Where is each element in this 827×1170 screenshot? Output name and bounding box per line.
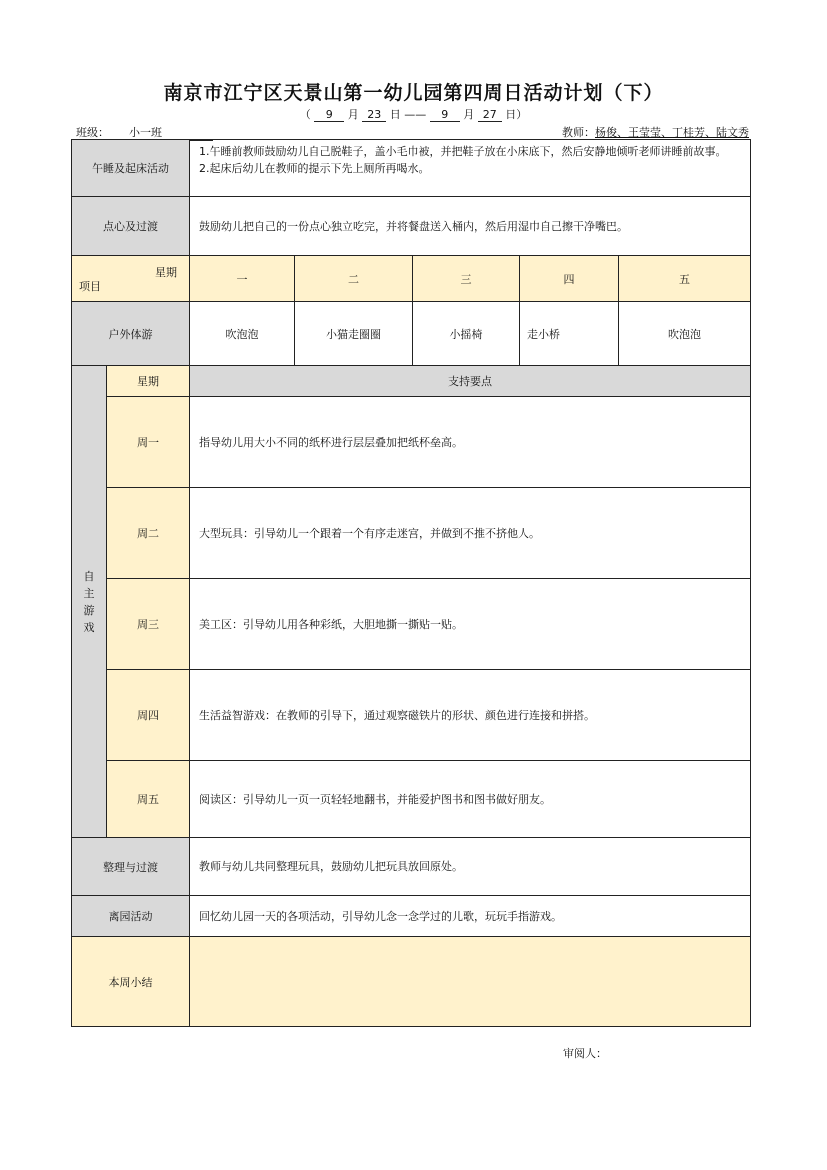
teachers-value: 杨俊、王莹莹、丁桂芳、陆文秀 xyxy=(595,126,749,139)
weekday-tue: 二 xyxy=(295,256,413,302)
free-play-day-4: 周四 xyxy=(107,670,190,761)
class-line: 班级： 小一班 xyxy=(76,124,213,141)
reviewer-label: 审阅人： xyxy=(563,1047,607,1060)
free-play-points-header: 支持要点 xyxy=(190,366,750,397)
weekday-thu: 四 xyxy=(520,256,619,302)
start-day: 23 xyxy=(362,108,386,122)
corner-header: 星期 项目 xyxy=(72,256,190,302)
outdoor-label: 户外体游 xyxy=(72,302,190,366)
outdoor-tue: 小猫走圈圈 xyxy=(295,302,413,366)
free-play-day-header: 星期 xyxy=(107,366,190,397)
free-play-text-3: 美工区：引导幼儿用各种彩纸，大胆地撕一撕贴一贴。 xyxy=(190,579,750,670)
teachers-line: 教师：杨俊、王莹莹、丁桂芳、陆文秀 xyxy=(562,126,749,139)
outdoor-wed: 小摇椅 xyxy=(413,302,520,366)
free-play-label: 自 主 游 戏 xyxy=(72,366,107,838)
end-day: 27 xyxy=(478,108,502,122)
weekday-fri: 五 xyxy=(619,256,750,302)
date-range: （ 9 月 23 日 —— 9 月 27 日） xyxy=(299,108,528,121)
free-play-day-5: 周五 xyxy=(107,761,190,838)
leave-content: 回忆幼儿园一天的各项活动，引导幼儿念一念学过的儿歌，玩玩手指游戏。 xyxy=(190,896,750,937)
summary-label: 本周小结 xyxy=(72,937,190,1026)
summary-content[interactable] xyxy=(190,937,750,1026)
free-play-day-1: 周一 xyxy=(107,397,190,488)
weekday-wed: 三 xyxy=(413,256,520,302)
activity-plan-table xyxy=(71,139,751,1027)
nap-label: 午睡及起床活动 xyxy=(72,140,190,197)
free-play-text-1: 指导幼儿用大小不同的纸杯进行层层叠加把纸杯垒高。 xyxy=(190,397,750,488)
start-month: 9 xyxy=(314,108,344,122)
free-play-day-3: 周三 xyxy=(107,579,190,670)
snack-content: 鼓励幼儿把自己的一份点心独立吃完，并将餐盘送入桶内，然后用湿巾自己擦干净嘴巴。 xyxy=(190,197,750,256)
free-play-text-4: 生活益智游戏：在教师的引导下，通过观察磁铁片的形状、颜色进行连接和拼搭。 xyxy=(190,670,750,761)
weekday-mon: 一 xyxy=(190,256,295,302)
free-play-day-2: 周二 xyxy=(107,488,190,579)
page-title: 南京市江宁区天景山第一幼儿园第四周日活动计划（下） xyxy=(163,82,664,104)
end-month: 9 xyxy=(430,108,460,122)
tidy-content: 教师与幼儿共同整理玩具，鼓励幼儿把玩具放回原处。 xyxy=(190,838,750,896)
outdoor-fri: 吹泡泡 xyxy=(619,302,750,366)
snack-label: 点心及过渡 xyxy=(72,197,190,256)
free-play-text-5: 阅读区：引导幼儿一页一页轻轻地翻书，并能爱护图书和图书做好朋友。 xyxy=(190,761,750,838)
leave-label: 离园活动 xyxy=(72,896,190,937)
class-value: 小一班 xyxy=(109,124,213,141)
free-play-text-2: 大型玩具：引导幼儿一个跟着一个有序走迷宫，并做到不推不挤他人。 xyxy=(190,488,750,579)
outdoor-thu: 走小桥 xyxy=(520,302,619,366)
outdoor-mon: 吹泡泡 xyxy=(190,302,295,366)
tidy-label: 整理与过渡 xyxy=(72,838,190,896)
nap-content: 1.午睡前教师鼓励幼儿自己脱鞋子，盖小毛巾被，并把鞋子放在小床底下，然后安静地倾听老师讲睡前故事。 2.起床后幼儿在教师的提示下先上厕所再喝水。 xyxy=(190,140,750,197)
